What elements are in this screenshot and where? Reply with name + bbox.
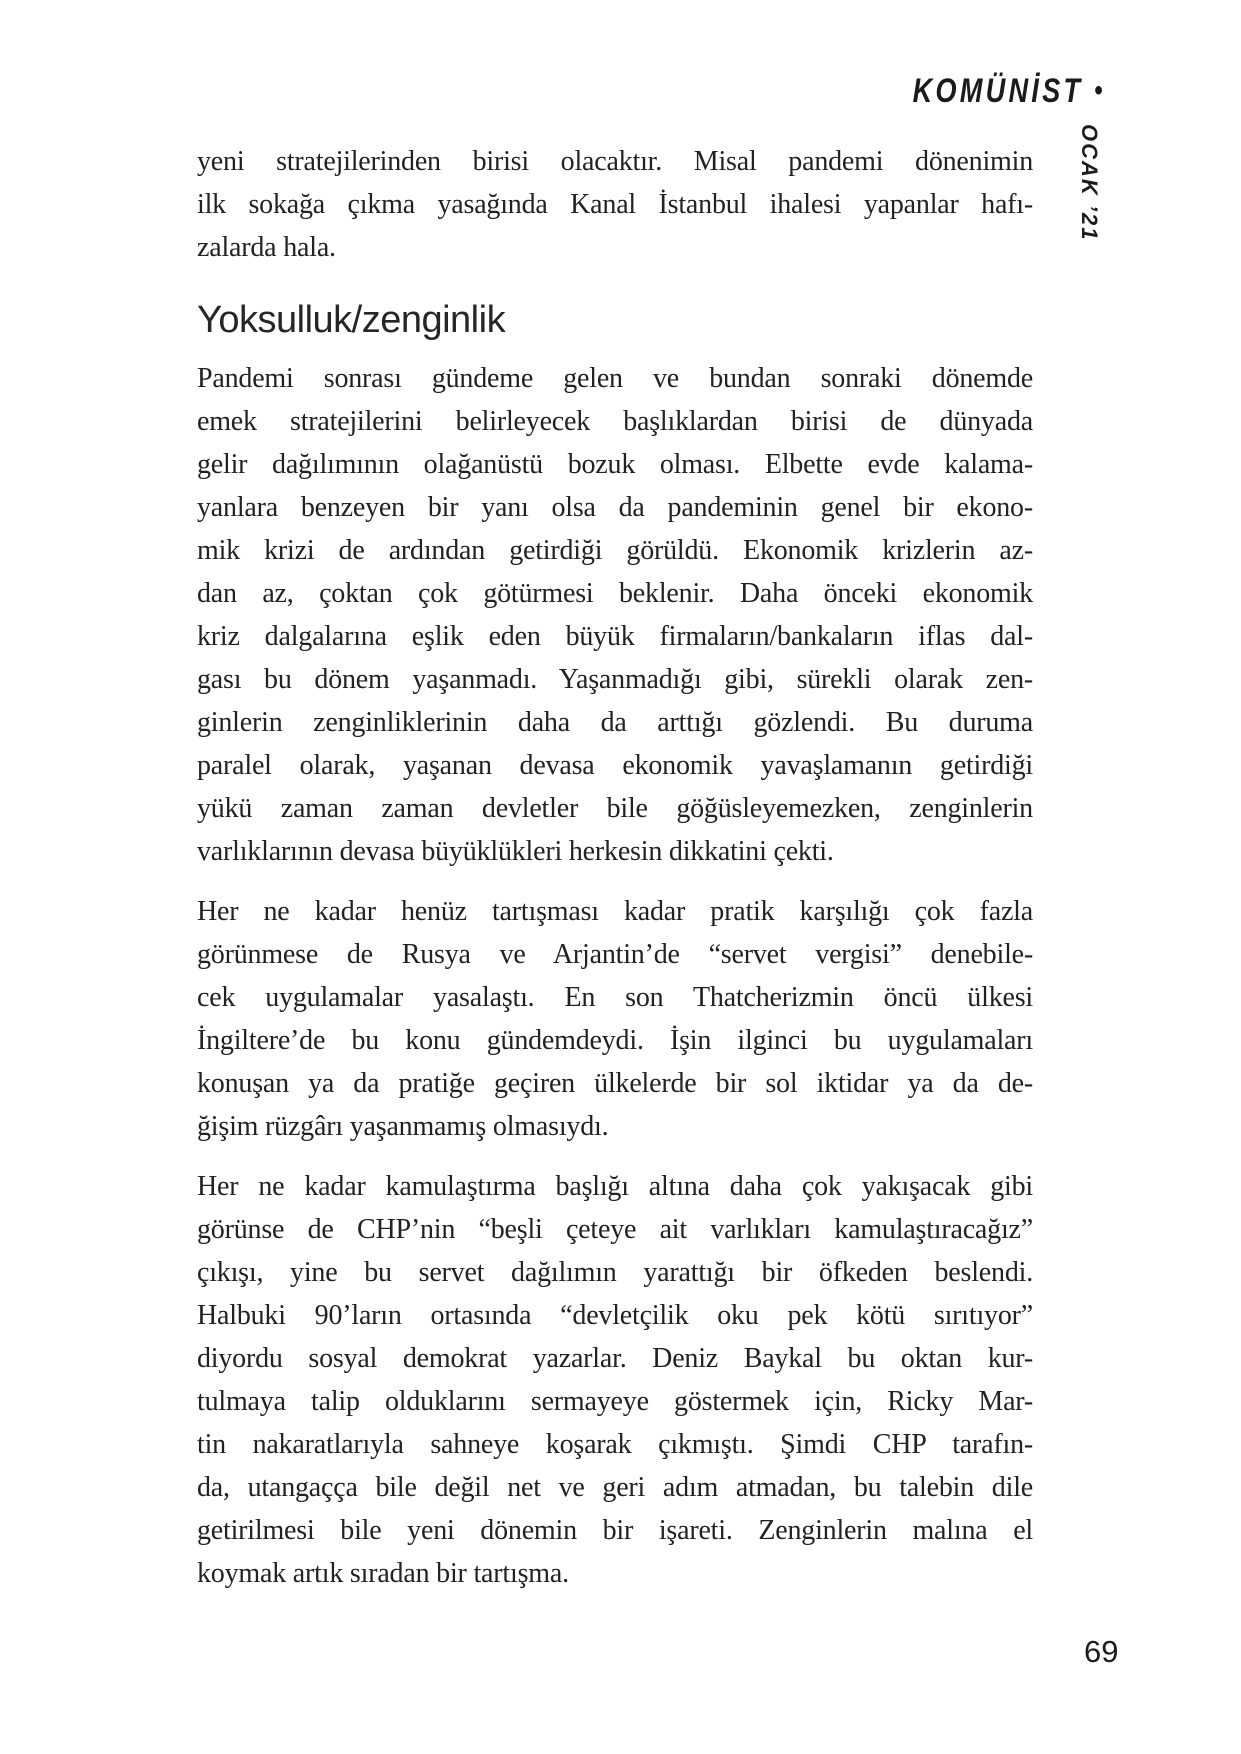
text-line: İngiltere’de bu konu gündemdeydi. İşin ilginci bu uygulamaları: [197, 1025, 1033, 1056]
masthead-bullet-icon: •: [1094, 74, 1103, 107]
text-line: varlıklarının devasa büyüklükleri herkesin dikkatini çekti.: [197, 836, 834, 867]
page-number: 69: [1084, 1634, 1119, 1669]
text-line: Pandemi sonrası gündeme gelen ve bundan sonraki dönemde: [197, 363, 1033, 394]
text-line: ilk sokağa çıkma yasağında Kanal İstanbul ihalesi yapanlar hafı-: [197, 189, 1033, 220]
issue-date-vertical: OCAK ’21: [1077, 124, 1102, 242]
text-line: diyordu sosyal demokrat yazarlar. Deniz Baykal bu oktan kur-: [197, 1343, 1033, 1374]
text-line: koymak artık sıradan bir tartışma.: [197, 1558, 569, 1589]
text-line: mik krizi de ardından getirdiği görüldü. Ekonomik krizlerin az-: [197, 535, 1033, 566]
text-line: Her ne kadar kamulaştırma başlığı altına daha çok yakışacak gibi: [197, 1171, 1033, 1202]
text-line: yanlara benzeyen bir yanı olsa da pandeminin genel bir ekono-: [197, 492, 1033, 523]
body-paragraph: [197, 140, 1033, 269]
text-line: tulmaya talip olduklarını sermayeye göstermek için, Ricky Mar-: [197, 1386, 1033, 1417]
text-line: paralel olarak, yaşanan devasa ekonomik yavaşlamanın getirdiği: [197, 750, 1033, 781]
text-line: yükü zaman zaman devletler bile göğüsleyemezken, zenginlerin: [197, 793, 1033, 824]
text-line: Halbuki 90’ların ortasında “devletçilik oku pek kötü sırıtıyor”: [197, 1300, 1033, 1331]
magazine-title: KOMÜNİST: [912, 72, 1084, 110]
text-line: ğişim rüzgârı yaşanmamış olmasıydı.: [197, 1111, 609, 1142]
text-line: gası bu dönem yaşanmadı. Yaşanmadığı gibi, sürekli olarak zen-: [197, 664, 1033, 695]
text-line: yeni stratejilerinden birisi olacaktır. Misal pandemi dönenimin: [197, 146, 1033, 177]
body-paragraph: [197, 890, 1033, 1148]
text-line: çıkışı, yine bu servet dağılımın yarattığı bir öfkeden beslendi.: [197, 1257, 1033, 1288]
body-paragraph: [197, 357, 1033, 873]
text-line: tin nakaratlarıyla sahneye koşarak çıkmıştı. Şimdi CHP tarafın-: [197, 1429, 1033, 1460]
text-line: kriz dalgalarına eşlik eden büyük firmaların/bankaların iflas dal-: [197, 621, 1033, 652]
text-line: görünse de CHP’nin “beşli çeteye ait varlıkları kamulaştıracağız”: [197, 1214, 1033, 1245]
text-line: ginlerin zenginliklerinin daha da arttığı gözlendi. Bu duruma: [197, 707, 1033, 738]
text-line: dan az, çoktan çok götürmesi beklenir. Daha önceki ekonomik: [197, 578, 1033, 609]
text-line: cek uygulamalar yasalaştı. En son Thatcherizmin öncü ülkesi: [197, 982, 1033, 1013]
text-line: Her ne kadar henüz tartışması kadar pratik karşılığı çok fazla: [197, 896, 1033, 927]
text-line: gelir dağılımının olağanüstü bozuk olması. Elbette evde kalama-: [197, 449, 1033, 480]
article-body: [197, 140, 1033, 1612]
text-line: da, utangaçça bile değil net ve geri adım atmadan, bu talebin dile: [197, 1472, 1033, 1503]
text-line: konuşan ya da pratiğe geçiren ülkelerde bir sol iktidar ya da de-: [197, 1068, 1033, 1099]
body-paragraph: [197, 1165, 1033, 1595]
text-line: görünmese de Rusya ve Arjantin’de “servet vergisi” denebile-: [197, 939, 1033, 970]
text-line: getirilmesi bile yeni dönemin bir işareti. Zenginlerin malına el: [197, 1515, 1033, 1546]
text-line: zalarda hala.: [197, 232, 336, 263]
section-heading: Yoksulluk/zenginlik: [197, 299, 506, 341]
masthead: [913, 72, 1103, 111]
text-line: emek stratejilerini belirleyecek başlıklardan birisi de dünyada: [197, 406, 1033, 437]
